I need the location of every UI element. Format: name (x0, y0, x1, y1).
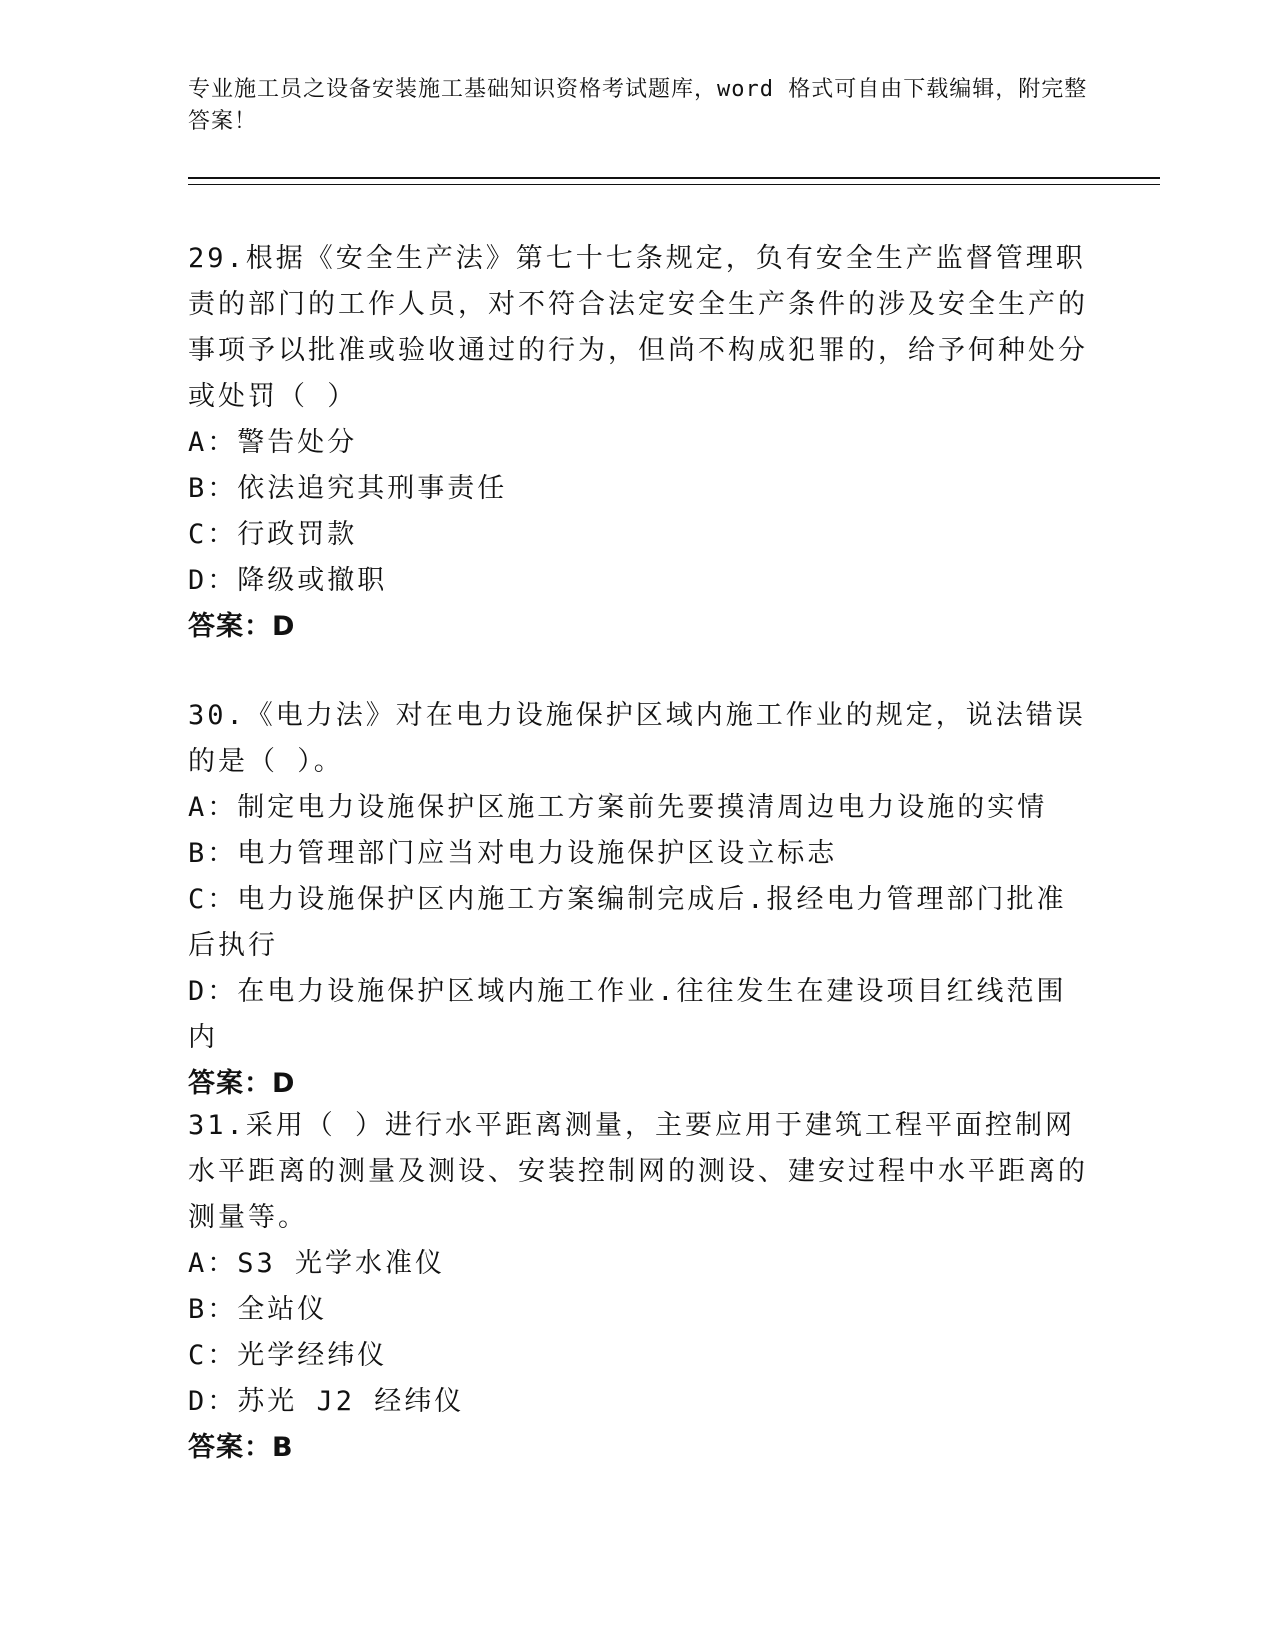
option-b: B：电力管理部门应当对电力设施保护区设立标志 (188, 838, 838, 869)
option-a: A：S3 光学水准仪 (188, 1248, 446, 1279)
question-block (188, 236, 1088, 650)
option-c: C：光学经纬仪 (188, 1340, 388, 1371)
answer-line: 答案：D (188, 1068, 296, 1099)
question-stem: 29.根据《安全生产法》第七十七条规定，负有安全生产监督管理职责的部门的工作人员，对不符合法定安全生产条件的涉及安全生产的事项予以批准或验收通过的行为，但尚不构成犯罪的，给予何种处分或处罚（ ） (188, 243, 1088, 412)
option-c: C：电力设施保护区内施工方案编制完成后.报经电力管理部门批准后执行 (188, 884, 1067, 961)
option-b: B：全站仪 (188, 1294, 328, 1325)
option-b: B：依法追究其刑事责任 (188, 473, 508, 504)
answer-line: 答案：B (188, 1432, 294, 1463)
question-block (188, 693, 1088, 1107)
option-a: A：制定电力设施保护区施工方案前先要摸清周边电力设施的实情 (188, 792, 1048, 823)
option-d: D：降级或撤职 (188, 565, 388, 596)
option-a: A：警告处分 (188, 427, 358, 458)
header-divider (188, 177, 1160, 185)
question-stem: 31.采用（ ）进行水平距离测量，主要应用于建筑工程平面控制网水平距离的测量及测设、安装控制网的测设、建安过程中水平距离的测量等。 (188, 1110, 1088, 1233)
option-d: D：苏光 J2 经纬仪 (188, 1386, 465, 1417)
option-c: C：行政罚款 (188, 519, 358, 550)
page-header: 专业施工员之设备安装施工基础知识资格考试题库，word 格式可自由下载编辑，附完整答案！ (188, 77, 1088, 134)
answer-line: 答案：D (188, 611, 296, 642)
option-d: D：在电力设施保护区域内施工作业.往往发生在建设项目红线范围内 (188, 976, 1067, 1053)
question-block (188, 1103, 1088, 1471)
question-stem: 30.《电力法》对在电力设施保护区域内施工作业的规定，说法错误的是（ ）。 (188, 700, 1086, 777)
